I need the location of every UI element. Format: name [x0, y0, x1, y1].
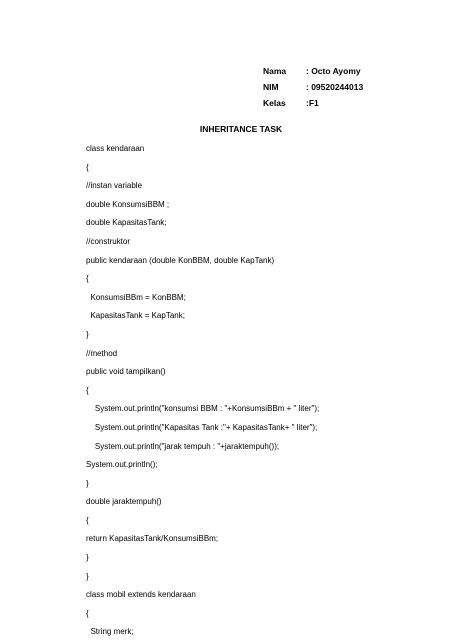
- code-line: //instan variable: [86, 181, 143, 191]
- name-value: : Octo Ayomy: [306, 66, 361, 76]
- code-line: KonsumsiBBm = KonBBM;: [86, 292, 186, 302]
- code-line: }: [86, 553, 89, 563]
- code-line: public kendaraan (double KonBBM, double KapTank): [86, 255, 275, 265]
- info-row-nim: [263, 79, 363, 95]
- code-line: }: [86, 478, 89, 488]
- code-line: System.out.println("Kapasitas Tank :"+ KapasitasTank+ " liter");: [86, 422, 318, 432]
- code-line: System.out.println();: [86, 460, 158, 470]
- code-line: double KapasitasTank;: [86, 218, 167, 228]
- code-line: String merk;: [86, 627, 134, 637]
- code-line: System.out.println("konsumsi BBM : "+KonsumsiBBm + " liter");: [86, 404, 320, 414]
- class-value: :F1: [306, 98, 319, 108]
- student-info: [263, 63, 363, 111]
- code-line: {: [86, 515, 89, 525]
- code-line: return KapasitasTank/KonsumsiBBm;: [86, 534, 219, 544]
- code-line: }: [86, 329, 89, 339]
- info-row-name: [263, 63, 363, 79]
- nim-label: NIM: [263, 82, 279, 92]
- code-line: KapasitasTank = KapTank;: [86, 311, 185, 321]
- code-line: }: [86, 571, 89, 581]
- code-line: //construktor: [86, 236, 131, 246]
- name-label: Nama: [263, 66, 287, 76]
- nim-value: : 09520244013: [306, 82, 364, 92]
- code-listing: [86, 140, 319, 642]
- code-line: System.out.println("jarak tempuh : "+jaraktempuh());: [86, 441, 280, 451]
- code-line: class kendaraan: [86, 144, 145, 153]
- code-line: {: [86, 162, 89, 172]
- code-line: {: [86, 385, 89, 395]
- code-line: double jaraktempuh(): [86, 497, 162, 507]
- info-row-class: [263, 95, 363, 111]
- code-line: {: [86, 608, 89, 618]
- code-line: public void tampilkan(): [86, 367, 166, 377]
- class-label: Kelas: [263, 98, 286, 108]
- code-line: double KonsumsiBBM ;: [86, 199, 170, 209]
- document-title: INHERITANCE TASK: [199, 124, 283, 134]
- code-line: class mobil extends kendaraan: [86, 590, 196, 600]
- code-line: //method: [86, 348, 118, 358]
- code-line: {: [86, 274, 89, 284]
